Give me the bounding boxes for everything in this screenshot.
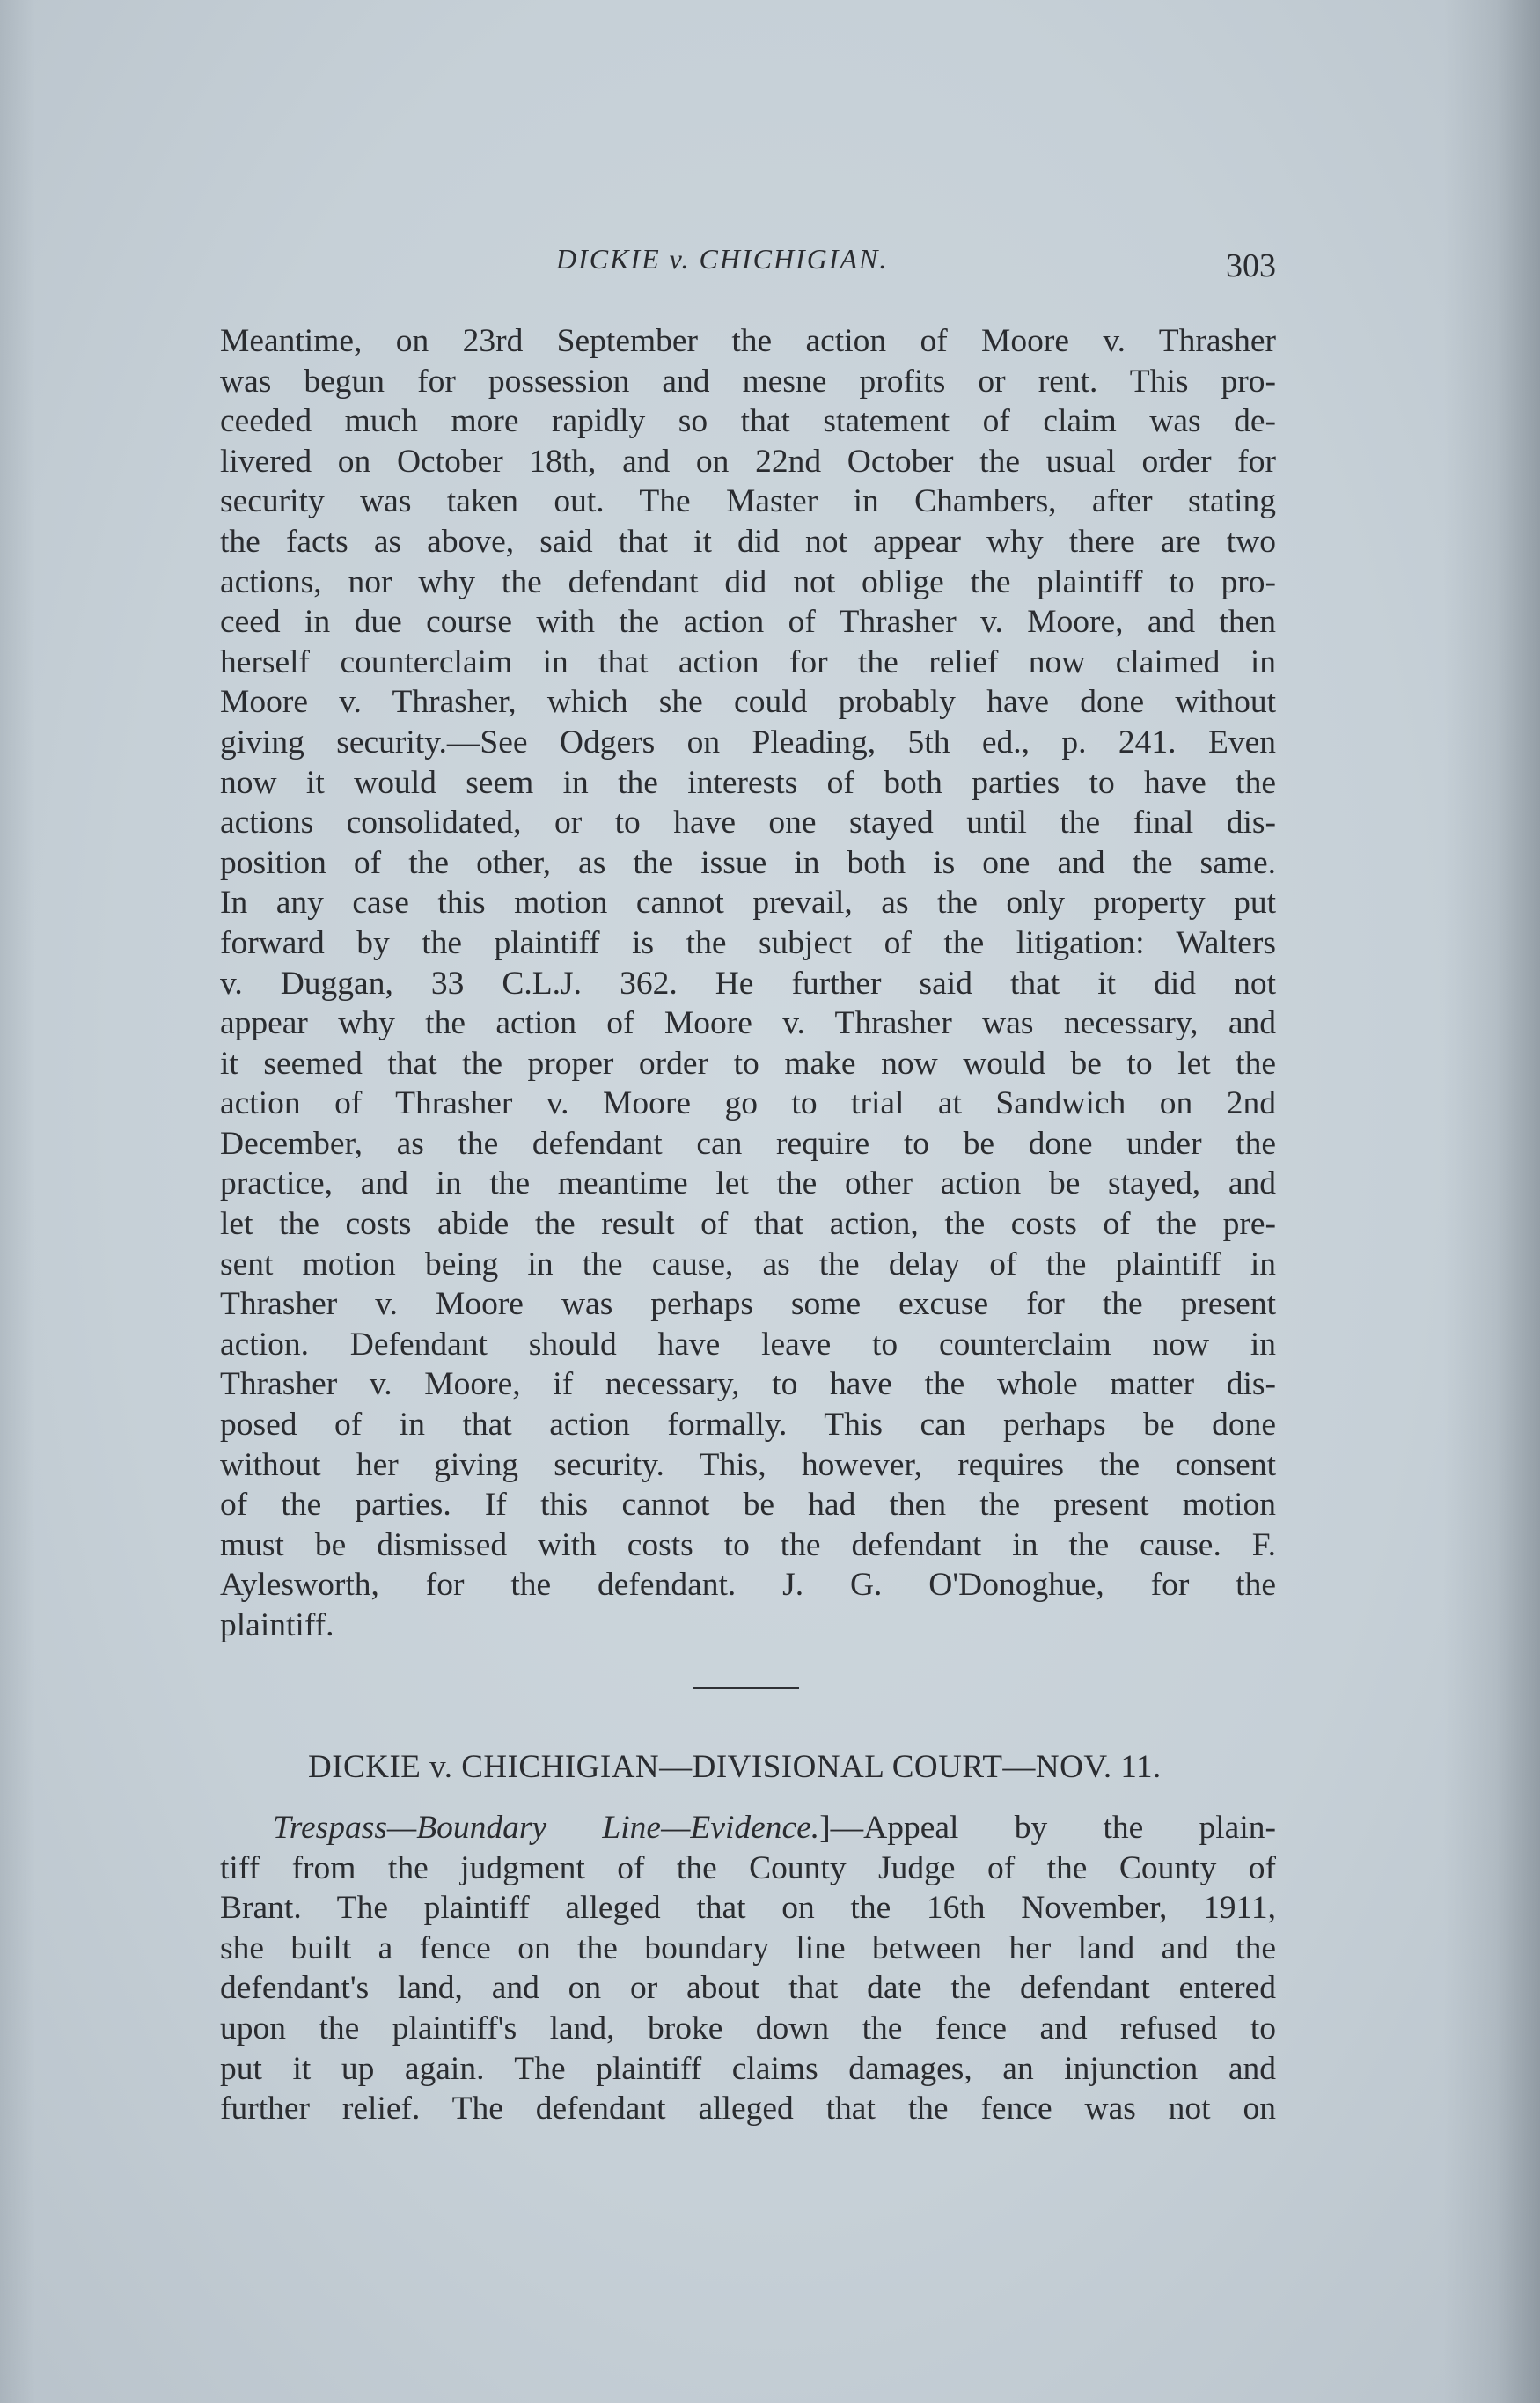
text-line: ceeded much more rapidly so that statement of claim was de- [220,403,1276,440]
section-divider-rule [693,1687,799,1689]
text-line: position of the other, as the issue in both is one and the same. [220,844,1276,881]
page-edge-shade [0,0,35,2403]
text-line: action of Thrasher v. Moore go to trial at Sandwich on 2nd [220,1085,1276,1122]
text-line: actions, nor why the defendant did not oblige the plaintiff to pro- [220,563,1276,600]
body-paragraph-1 [220,321,1276,1646]
text-line: must be dismissed with costs to the defendant in the cause. F. [220,1526,1276,1563]
page-number: 303 [1226,247,1276,284]
text-line: defendant's land, and on or about that date the defendant entered [220,1970,1276,2007]
text-line: actions consolidated, or to have one stayed until the final dis- [220,805,1276,841]
paragraph-2-first-line [220,1808,1276,1848]
text-line: upon the plaintiff's land, broke down the fence and refused to [220,2010,1276,2047]
text-line: appear why the action of Moore v. Thrasher was necessary, and [220,1005,1276,1042]
paragraph-2-first-line-rest: ]—Appeal by the plain- [819,1810,1276,1846]
text-line: Moore v. Thrasher, which she could probably have done without [220,684,1276,721]
text-line: posed of in that action formally. This can perhaps be done [220,1407,1276,1444]
body-paragraph-2 [220,1808,1276,2129]
text-line: herself counterclaim in that action for the relief now claimed in [220,643,1276,680]
text-line: Brant. The plaintiff alleged that on the 16th November, 1911, [220,1890,1276,1927]
text-line: put it up again. The plaintiff claims damages, an injunction and [220,2050,1276,2087]
case-subject-italic: Trespass—Boundary Line—Evidence. [273,1810,820,1846]
text-line: livered on October 18th, and on 22nd October the usual order for [220,443,1276,480]
text-line: practice, and in the meantime let the other action be stayed, and [220,1165,1276,1202]
text-line: let the costs abide the result of that action, the costs of the pre- [220,1206,1276,1243]
text-line: Meantime, on 23rd September the action of Moore v. Thrasher [220,323,1276,359]
case-heading: DICKIE v. CHICHIGIAN—DIVISIONAL COURT—NOV. 11. [308,1749,1162,1785]
text-line: sent motion being in the cause, as the delay of the plaintiff in [220,1246,1276,1282]
text-line: she built a fence on the boundary line between her land and the [220,1929,1276,1966]
text-line: security was taken out. The Master in Chambers, after stating [220,483,1276,520]
text-line: Thrasher v. Moore, if necessary, to have the whole matter dis- [220,1366,1276,1403]
text-line: v. Duggan, 33 C.L.J. 362. He further said that it did not [220,965,1276,1002]
text-line: December, as the defendant can require to be done under the [220,1125,1276,1162]
text-line: now it would seem in the interests of both parties to have the [220,764,1276,801]
text-line: without her giving security. This, however, requires the consent [220,1446,1276,1483]
text-line: giving security.—See Odgers on Pleading, 5th ed., p. 241. Even [220,724,1276,761]
text-line: the facts as above, said that it did not appear why there are two [220,523,1276,560]
text-line: Aylesworth, for the defendant. J. G. O'Donoghue, for the [220,1567,1276,1604]
text-line: plaintiff. [220,1607,334,1643]
text-line: Thrasher v. Moore was perhaps some excuse for the present [220,1286,1276,1323]
text-line: further relief. The defendant alleged that the fence was not on [220,2091,1276,2127]
text-line: of the parties. If this cannot be had then the present motion [220,1487,1276,1524]
binding-gutter-shadow [1443,0,1540,2403]
text-line: it seemed that the proper order to make now would be to let the [220,1045,1276,1082]
running-title: DICKIE v. CHICHIGIAN. [556,243,889,275]
text-line: In any case this motion cannot prevail, as the only property put [220,885,1276,922]
text-line: action. Defendant should have leave to counterclaim now in [220,1326,1276,1363]
text-line: tiff from the judgment of the County Judge of the County of [220,1849,1276,1886]
running-head [220,243,1276,296]
text-line: forward by the plaintiff is the subject of the litigation: Walters [220,924,1276,961]
text-line: ceed in due course with the action of Thrasher v. Moore, and then [220,604,1276,641]
text-line: was begun for possession and mesne profits or rent. This pro- [220,363,1276,400]
